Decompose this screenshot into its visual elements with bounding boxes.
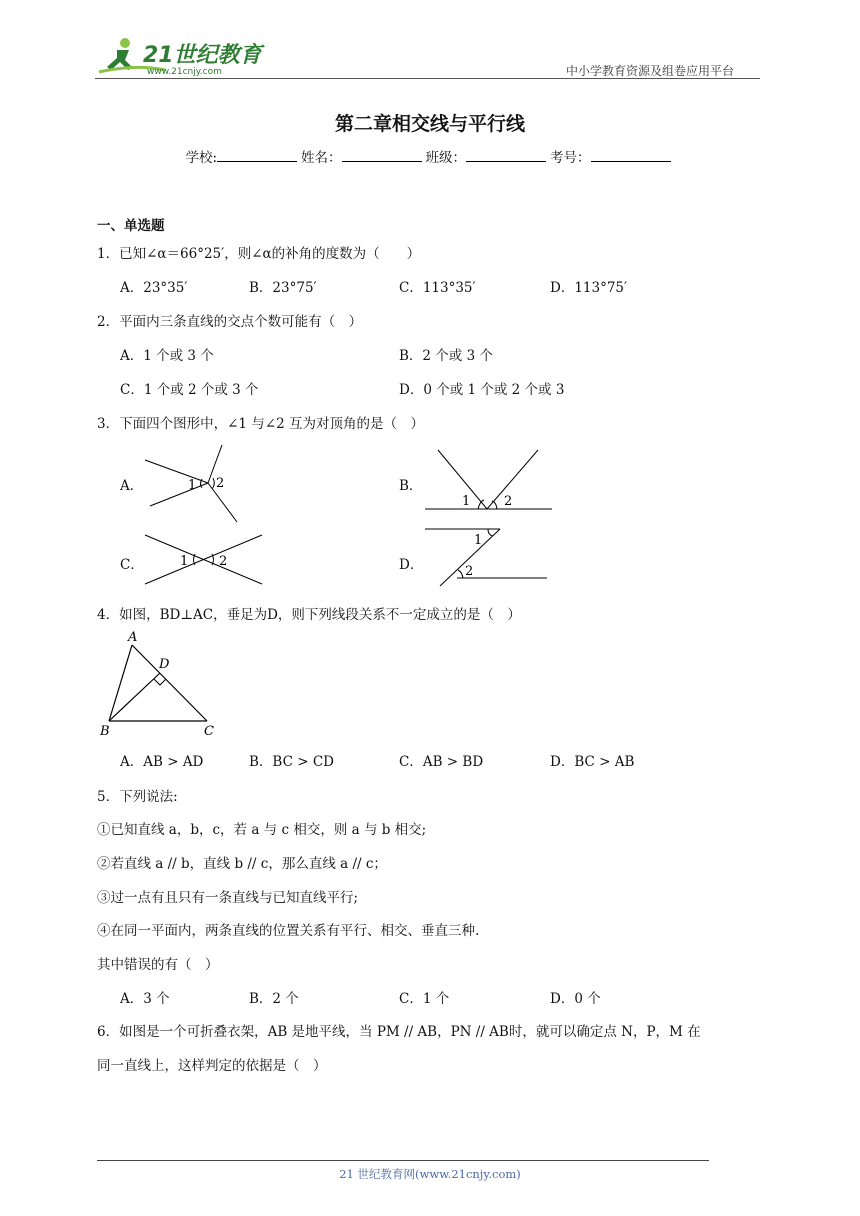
class-label: 班级： bbox=[425, 150, 467, 166]
school-label: 学校: bbox=[185, 150, 218, 166]
fig-d-label-2: 2 bbox=[465, 564, 474, 579]
q5-statement-3: ③过一点有且只有一条直线与已知直线平行; bbox=[97, 890, 359, 906]
fig-b-label-1: 1 bbox=[462, 494, 471, 509]
q4-point-d: D bbox=[159, 657, 170, 672]
q1-option-b[interactable]: B．23°75′ bbox=[249, 280, 317, 296]
fig-b-label-2: 2 bbox=[504, 494, 513, 509]
q1-stem: 1．已知∠α＝66°25′，则∠α的补角的度数为（ ） bbox=[97, 246, 421, 262]
q5-stem: 5．下列说法: bbox=[97, 789, 178, 805]
page-title: 第二章相交线与平行线 bbox=[334, 113, 525, 135]
q1-option-c[interactable]: C．113°35′ bbox=[399, 280, 476, 296]
q5-option-d[interactable]: D．0 个 bbox=[550, 991, 601, 1007]
q3-figure-b bbox=[420, 445, 560, 515]
fig-a-label-2: 2 bbox=[216, 476, 225, 491]
section-heading: 一、单选题 bbox=[97, 218, 165, 234]
header-divider bbox=[95, 78, 760, 79]
q5-statement-2: ②若直线 a // b，直线 b // c，那么直线 a // c； bbox=[97, 856, 387, 872]
q5-option-c[interactable]: C．1 个 bbox=[399, 991, 450, 1007]
fig-d-label-1: 1 bbox=[474, 533, 483, 548]
q5-statement-1: ①已知直线 a，b，c，若 a 与 c 相交，则 a 与 b 相交; bbox=[97, 822, 427, 838]
q2-stem: 2．平面内三条直线的交点个数可能有（ ） bbox=[97, 314, 363, 330]
footer-divider bbox=[97, 1160, 709, 1161]
fig-a-label-1: 1 bbox=[188, 478, 197, 493]
q3-option-b[interactable]: B． bbox=[399, 478, 423, 494]
q1-option-d[interactable]: D．113°75′ bbox=[550, 280, 628, 296]
q4-point-c: C bbox=[204, 724, 214, 739]
q5-statement-4: ④在同一平面内，两条直线的位置关系有平行、相交、垂直三种. bbox=[97, 923, 480, 939]
q2-option-d[interactable]: D．0 个或 1 个或 2 个或 3 bbox=[399, 382, 565, 398]
q2-option-b[interactable]: B．2 个或 3 个 bbox=[399, 348, 493, 364]
logo-url: www.21cnjy.com bbox=[147, 67, 222, 77]
q3-figure-a bbox=[140, 440, 250, 530]
q3-figure-d bbox=[420, 522, 555, 592]
footer-text[interactable]: 21 世纪教育网(www.21cnjy.com) bbox=[339, 1167, 521, 1181]
q3-figure-c bbox=[140, 530, 270, 590]
q3-option-c[interactable]: C． bbox=[120, 557, 144, 573]
q4-figure bbox=[97, 628, 222, 740]
q5-option-b[interactable]: B．2 个 bbox=[249, 991, 299, 1007]
q4-option-c[interactable]: C．AB > BD bbox=[399, 754, 484, 770]
q6-stem-line1: 6．如图是一个可折叠衣架，AB 是地平线，当 PM // AB，PN // AB时，就可以确定点 N，P，M 在 bbox=[97, 1024, 701, 1040]
logo-text: 21世纪教育 bbox=[143, 43, 262, 68]
school-blank[interactable] bbox=[217, 149, 297, 162]
q4-stem: 4．如图，BD⊥AC，垂足为D，则下列线段关系不一定成立的是（ ） bbox=[97, 607, 521, 623]
q4-point-b: B bbox=[100, 724, 110, 739]
q4-option-b[interactable]: B．BC > CD bbox=[249, 754, 334, 770]
logo bbox=[95, 36, 265, 78]
exam-no-blank[interactable] bbox=[591, 149, 671, 162]
q5-option-a[interactable]: A．3 个 bbox=[120, 991, 170, 1007]
q5-ask: 其中错误的有（ ） bbox=[97, 957, 219, 973]
q4-option-d[interactable]: D．BC > AB bbox=[550, 754, 635, 770]
fig-c-label-1: 1 bbox=[180, 554, 189, 569]
q3-option-d[interactable]: D． bbox=[399, 557, 424, 573]
exam-no-label: 考号： bbox=[550, 150, 591, 166]
q1-option-a[interactable]: A．23°35′ bbox=[120, 280, 188, 296]
header-platform-text: 中小学教育资源及组卷应用平台 bbox=[566, 64, 735, 78]
q2-option-a[interactable]: A．1 个或 3 个 bbox=[120, 348, 214, 364]
q3-stem: 3．下面四个图形中，∠1 与∠2 互为对顶角的是（ ） bbox=[97, 416, 424, 432]
student-info bbox=[0, 146, 860, 166]
fig-c-label-2: 2 bbox=[219, 554, 228, 569]
class-blank[interactable] bbox=[466, 149, 546, 162]
q4-option-a[interactable]: A．AB > AD bbox=[120, 754, 204, 770]
q3-option-a[interactable]: A． bbox=[120, 478, 144, 494]
name-label: 姓名： bbox=[301, 150, 342, 166]
q6-stem-line2: 同一直线上，这样判定的依据是（ ） bbox=[97, 1058, 327, 1074]
q2-option-c[interactable]: C．1 个或 2 个或 3 个 bbox=[120, 382, 259, 398]
name-blank[interactable] bbox=[342, 149, 422, 162]
q4-point-a: A bbox=[128, 630, 138, 645]
